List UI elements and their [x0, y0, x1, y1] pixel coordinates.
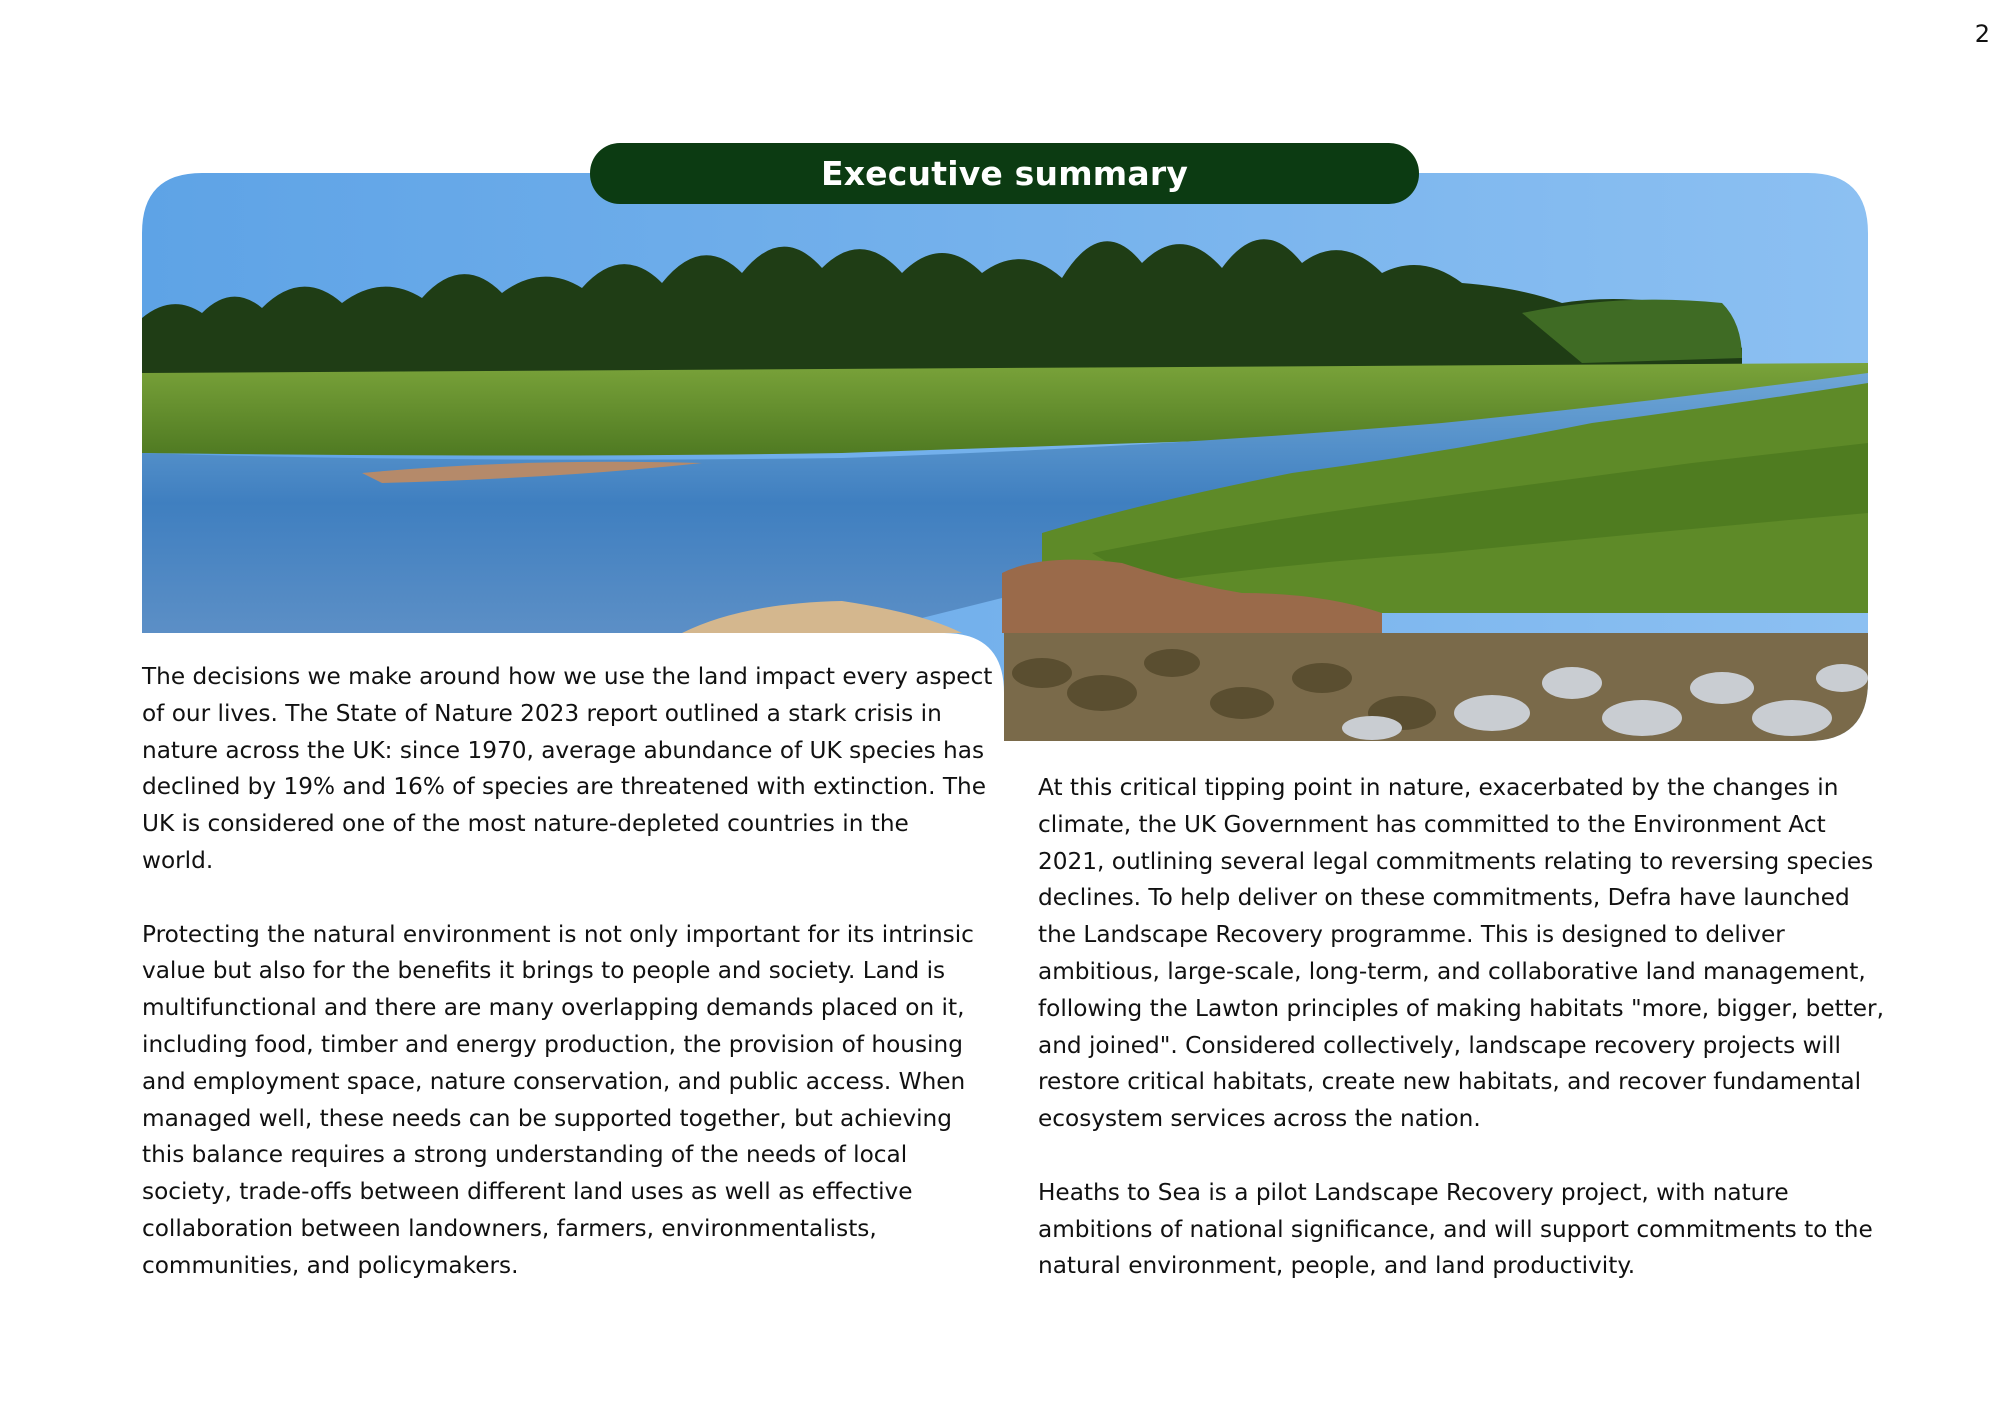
- text-line: and joined". Considered collectively, landscape recovery projects will: [1038, 1031, 1841, 1059]
- text-line: The decisions we make around how we use the land impact every aspect: [142, 663, 993, 690]
- text-line: world.: [142, 846, 214, 874]
- text-line: following the Lawton principles of making habitats "more, bigger, better,: [1038, 994, 1884, 1022]
- paragraph: [142, 659, 993, 880]
- paragraph: [1038, 1175, 1873, 1285]
- text-line: this balance requires a strong understanding of the needs of local: [142, 1141, 908, 1169]
- text-line: Heaths to Sea is a pilot Landscape Recovery project, with nature: [1038, 1178, 1789, 1206]
- text-line: UK is considered one of the most nature-depleted countries in the: [142, 810, 909, 838]
- text-line: ambitious, large-scale, long-term, and collaborative land management,: [1038, 957, 1866, 985]
- text-line: the Landscape Recovery programme. This is designed to deliver: [1038, 921, 1785, 949]
- text-line: declined by 19% and 16% of species are threatened with extinction. The: [142, 773, 986, 801]
- text-line: of our lives. The State of Nature 2023 report outlined a stark crisis in: [142, 699, 942, 727]
- left-column-text: [142, 659, 993, 1321]
- text-line: and employment space, nature conservation, and public access. When: [142, 1067, 966, 1095]
- text-line: declines. To help deliver on these commitments, Defra have launched: [1038, 884, 1850, 912]
- text-line: nature across the UK: since 1970, average abundance of UK species has: [142, 736, 985, 764]
- page-number: 2: [1974, 20, 1990, 48]
- text-line: managed well, these needs can be supported together, but achieving: [142, 1104, 952, 1132]
- text-line: communities, and policymakers.: [142, 1251, 519, 1279]
- text-line: 2021, outlining several legal commitments relating to reversing species: [1038, 847, 1874, 875]
- right-column-text: [1038, 770, 1884, 1322]
- text-line: ambitions of national significance, and will support commitments to the: [1038, 1215, 1873, 1243]
- text-line: ecosystem services across the nation.: [1038, 1105, 1481, 1133]
- text-line: value but also for the benefits it brings to people and society. Land is: [142, 957, 946, 985]
- paragraph: [1038, 770, 1884, 1138]
- text-line: At this critical tipping point in nature, exacerbated by the changes in: [1038, 774, 1839, 801]
- hero-image: [142, 173, 1868, 741]
- text-line: natural environment, people, and land productivity.: [1038, 1252, 1636, 1280]
- text-line: Protecting the natural environment is not only important for its intrinsic: [142, 920, 974, 948]
- text-line: society, trade-offs between different land uses as well as effective: [142, 1178, 913, 1206]
- estuary-landscape-icon: [142, 173, 1868, 741]
- text-line: including food, timber and energy production, the provision of housing: [142, 1030, 963, 1058]
- text-line: collaboration between landowners, farmers, environmentalists,: [142, 1214, 877, 1242]
- text-line: multifunctional and there are many overlapping demands placed on it,: [142, 994, 965, 1022]
- paragraph: [142, 917, 972, 1285]
- text-line: restore critical habitats, create new habitats, and recover fundamental: [1038, 1068, 1862, 1096]
- text-line: climate, the UK Government has committed to the Environment Act: [1038, 810, 1826, 838]
- page-title: Executive summary: [590, 143, 1419, 204]
